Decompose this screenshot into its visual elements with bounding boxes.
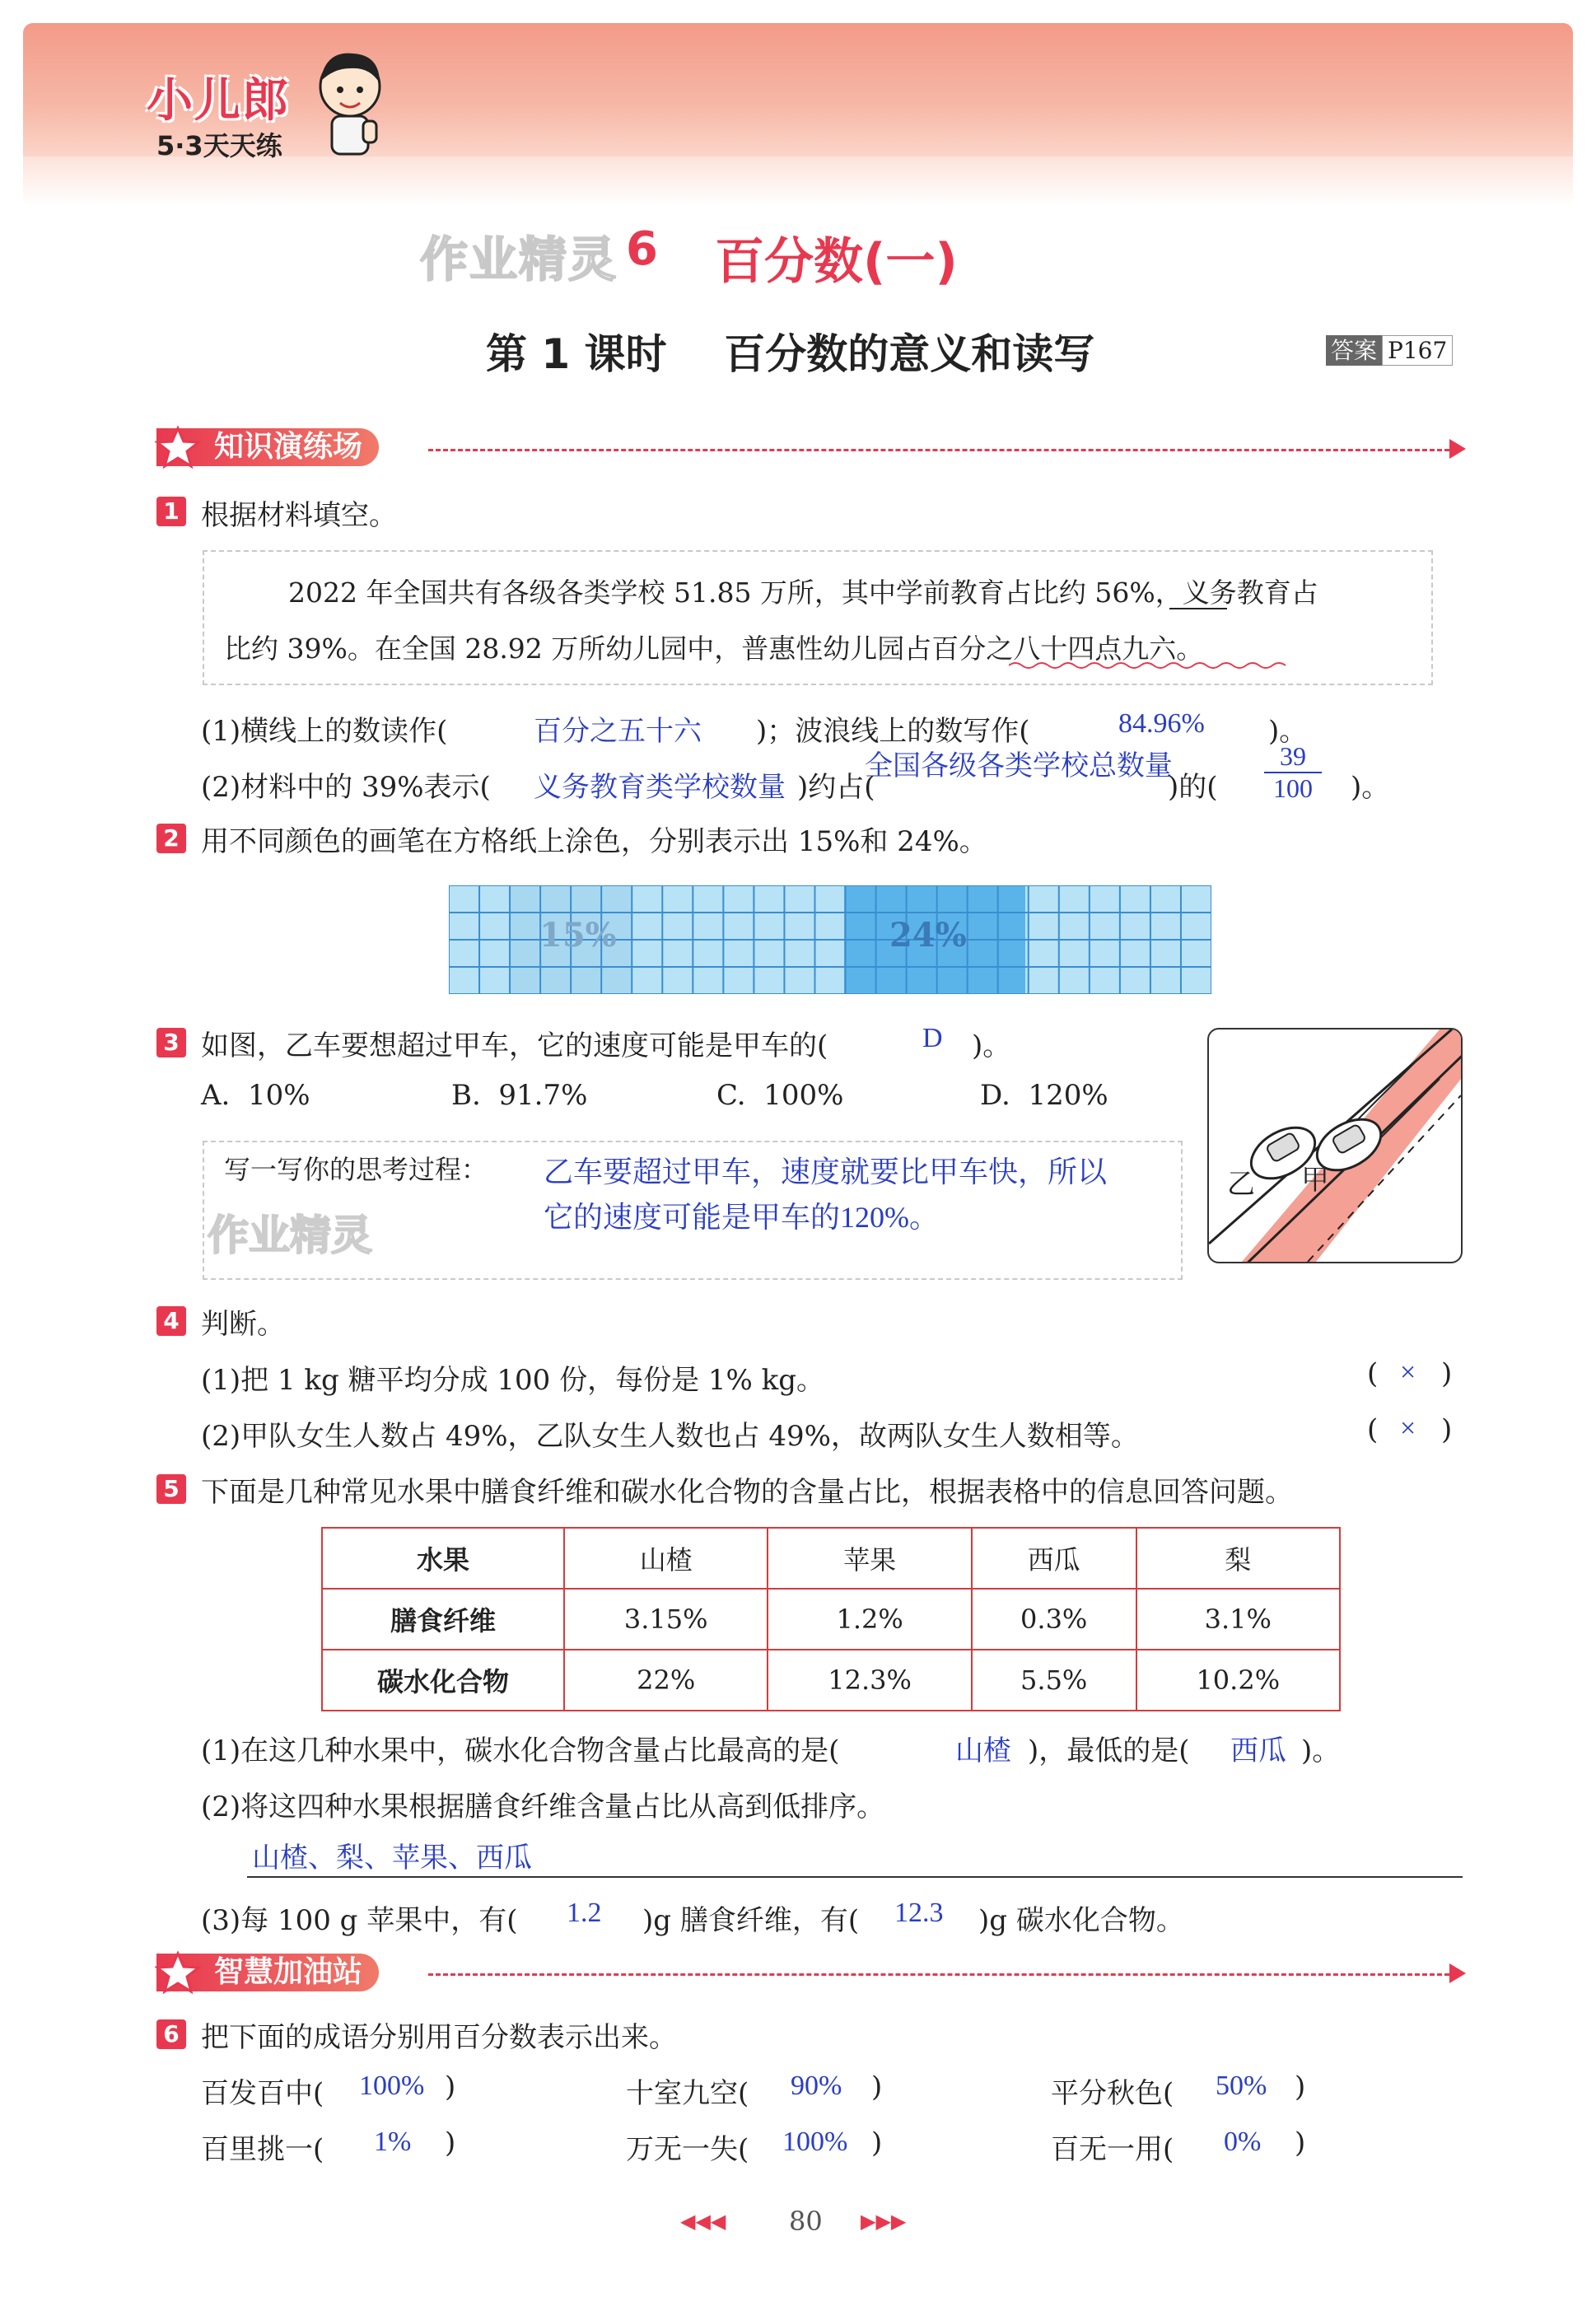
question-number: 1 <box>156 497 186 526</box>
car-illustration <box>1207 1028 1463 1263</box>
answer-text: 义务教育类学校数量 <box>534 773 786 803</box>
section-divider <box>428 449 1449 451</box>
sub-question: (1)横线上的数读作( <box>201 715 448 748</box>
material-line: 比约 39%。在全国 28.92 万所幼儿园中，普惠性幼儿园占百分之八十四点九六。 <box>224 633 1204 665</box>
idiom: 万无一失( <box>626 2133 749 2166</box>
section-banner-challenge: 智慧加油站 <box>156 1954 379 1991</box>
paren: ) <box>445 2071 456 2103</box>
star-icon <box>155 1950 204 1995</box>
idiom: 百无一用( <box>1051 2133 1174 2166</box>
question-number: 5 <box>156 1474 186 1504</box>
lesson-title: 第 1 课时 百分数的意义和读写 <box>486 330 1095 378</box>
answer-text: 全国各级各类学校总数量 <box>865 751 1173 782</box>
table-cell: 膳食纤维 <box>322 1589 564 1650</box>
sub-question: )约占( <box>797 771 875 804</box>
question-stem: 如图，乙车要想超过甲车，它的速度可能是甲车的( <box>201 1029 828 1062</box>
sub-question: (2)材料中的 39%表示( <box>201 771 491 804</box>
table-header: 梨 <box>1136 1528 1340 1589</box>
table-header-row <box>322 1528 1340 1589</box>
answer-text: 100% <box>782 2127 848 2157</box>
paren: ) <box>871 2071 883 2103</box>
sub-question: (2)将这四种水果根据膳食纤维含量占比从高到低排序。 <box>201 1790 885 1823</box>
header-fade <box>23 156 1573 206</box>
answer-text: 1% <box>374 2127 412 2157</box>
question-number: 3 <box>156 1028 186 1057</box>
table-cell: 3.15% <box>564 1589 768 1650</box>
watermark-text: 作业精灵 <box>208 1212 372 1259</box>
idiom: 百里挑一( <box>201 2133 324 2166</box>
answer-text: 西瓜 <box>1230 1736 1286 1767</box>
judge-answer: × <box>1400 1413 1416 1444</box>
homework-number: 6 <box>626 222 658 276</box>
paren: ) <box>871 2127 883 2159</box>
judge-answer: × <box>1400 1357 1416 1388</box>
idiom: 十室九空( <box>626 2077 749 2110</box>
brand-logo: 小儿郎 <box>147 74 290 128</box>
answer-text: 0% <box>1224 2127 1262 2157</box>
unit-title: 百分数(一) <box>715 233 958 291</box>
sub-question: )。 <box>1351 771 1390 804</box>
underline-mark <box>1169 608 1227 609</box>
sub-question: )。 <box>1301 1734 1341 1767</box>
question-number: 4 <box>156 1306 186 1336</box>
table-row <box>322 1650 1340 1711</box>
paren: ) <box>1441 1413 1453 1446</box>
table-header: 西瓜 <box>972 1528 1136 1589</box>
question-stem: 根据材料填空。 <box>201 499 397 532</box>
answer-page: P167 <box>1382 335 1453 366</box>
material-line: 2022 年全国共有各级各类学校 51.85 万所，其中学前教育占比约 56%，义务教育占 <box>288 577 1318 609</box>
fruit-table <box>321 1527 1341 1711</box>
sub-question: (3)每 100 g 苹果中，有( <box>201 1904 518 1937</box>
paren: ( <box>1367 1357 1379 1390</box>
paren: ) <box>1295 2127 1306 2159</box>
table-cell: 碳水化合物 <box>322 1650 564 1711</box>
star-icon <box>155 425 204 469</box>
option-d: D. 120% <box>980 1079 1108 1112</box>
table-header: 山楂 <box>564 1528 768 1589</box>
page-number: 80 <box>789 2206 823 2237</box>
question-stem: )。 <box>972 1029 1011 1062</box>
arrow-icon <box>1449 1963 1466 1983</box>
paren: ) <box>1295 2071 1306 2103</box>
paren: ( <box>1367 1413 1379 1446</box>
answer-text: D <box>922 1023 943 1053</box>
question-stem: 下面是几种常见水果中膳食纤维和碳水化合物的含量占比，根据表格中的信息回答问题。 <box>201 1476 1293 1509</box>
grid-label-15: 15% <box>539 916 617 955</box>
table-cell: 0.3% <box>972 1589 1136 1650</box>
series-name: 5·3天天练 <box>156 130 282 161</box>
answer-text: 它的速度可能是甲车的120%。 <box>544 1201 939 1234</box>
sub-question: )g 膳食纤维，有( <box>642 1904 860 1937</box>
question-stem: 把下面的成语分别用百分数表示出来。 <box>201 2021 677 2054</box>
answer-text: 乙车要超过甲车，速度就要比甲车快，所以 <box>544 1156 1108 1188</box>
question-number: 2 <box>156 824 186 853</box>
table-cell: 1.2% <box>768 1589 971 1650</box>
table-cell: 5.5% <box>972 1650 1136 1711</box>
watermark-title: 作业精灵 <box>420 231 618 287</box>
statement: (1)把 1 kg 糖平均分成 100 份，每份是 1% kg。 <box>201 1364 825 1397</box>
answer-text: 90% <box>791 2071 842 2101</box>
sub-question: )；波浪线上的数写作( <box>756 715 1030 748</box>
question-number: 6 <box>156 2019 186 2049</box>
table-cell: 3.1% <box>1136 1589 1340 1650</box>
table-header: 苹果 <box>768 1528 971 1589</box>
thinking-label: 写一写你的思考过程： <box>224 1154 488 1185</box>
next-arrows-icon: ▶▶▶ <box>861 2210 907 2233</box>
table-cell: 10.2% <box>1136 1650 1340 1711</box>
road-svg <box>1209 1029 1461 1262</box>
table-row <box>322 1589 1340 1650</box>
answer-text: 山楂 <box>955 1736 1011 1767</box>
question-stem: 用不同颜色的画笔在方格纸上涂色，分别表示出 15%和 24%。 <box>201 825 987 858</box>
table-cell: 22% <box>564 1650 768 1711</box>
question-stem: 判断。 <box>201 1308 285 1341</box>
sub-question: )g 碳水化合物。 <box>978 1904 1184 1937</box>
paren: ) <box>445 2127 456 2159</box>
statement: (2)甲队女生人数占 49%，乙队女生人数也占 49%，故两队女生人数相等。 <box>201 1420 1139 1453</box>
table-cell: 12.3% <box>768 1650 971 1711</box>
fraction-answer <box>1264 741 1322 804</box>
paren: ) <box>1441 1357 1453 1390</box>
option-b: B. 91.7% <box>451 1079 588 1112</box>
idiom: 平分秋色( <box>1051 2077 1174 2110</box>
section-banner-practice: 知识演练场 <box>156 428 379 466</box>
sub-question: )，最低的是( <box>1028 1734 1190 1767</box>
grid-label-24: 24% <box>889 916 967 955</box>
sub-question: )的( <box>1168 771 1218 804</box>
car-label-jia: 甲 <box>1301 1164 1329 1197</box>
sub-question: )。 <box>1268 715 1308 748</box>
answer-text: 山楂、梨、苹果、西瓜 <box>252 1843 532 1874</box>
answer-text: 84.96% <box>1118 708 1205 739</box>
answer-text: 1.2 <box>567 1898 602 1928</box>
fraction-denominator: 100 <box>1264 772 1322 804</box>
answer-line <box>247 1876 1463 1878</box>
wavy-underline <box>1009 661 1293 670</box>
option-a: A. 10% <box>201 1079 310 1112</box>
answer-text: 12.3 <box>894 1898 944 1928</box>
answer-text: 50% <box>1216 2071 1267 2101</box>
arrow-icon <box>1449 439 1466 459</box>
answer-key-label: 答案 <box>1326 335 1382 366</box>
option-c: C. 100% <box>716 1079 844 1112</box>
table-header: 水果 <box>322 1528 564 1589</box>
idiom: 百发百中( <box>201 2077 324 2110</box>
mascot-icon <box>309 45 391 161</box>
prev-arrows-icon: ◀◀◀ <box>680 2210 726 2233</box>
answer-ref <box>1326 333 1453 366</box>
answer-text: 100% <box>359 2071 425 2101</box>
fraction-numerator: 39 <box>1280 741 1306 771</box>
answer-text: 百分之五十六 <box>534 717 702 747</box>
section-divider <box>428 1973 1449 1976</box>
car-label-yi: 乙 <box>1227 1168 1255 1201</box>
sub-question: (1)在这几种水果中，碳水化合物含量占比最高的是( <box>201 1734 840 1767</box>
